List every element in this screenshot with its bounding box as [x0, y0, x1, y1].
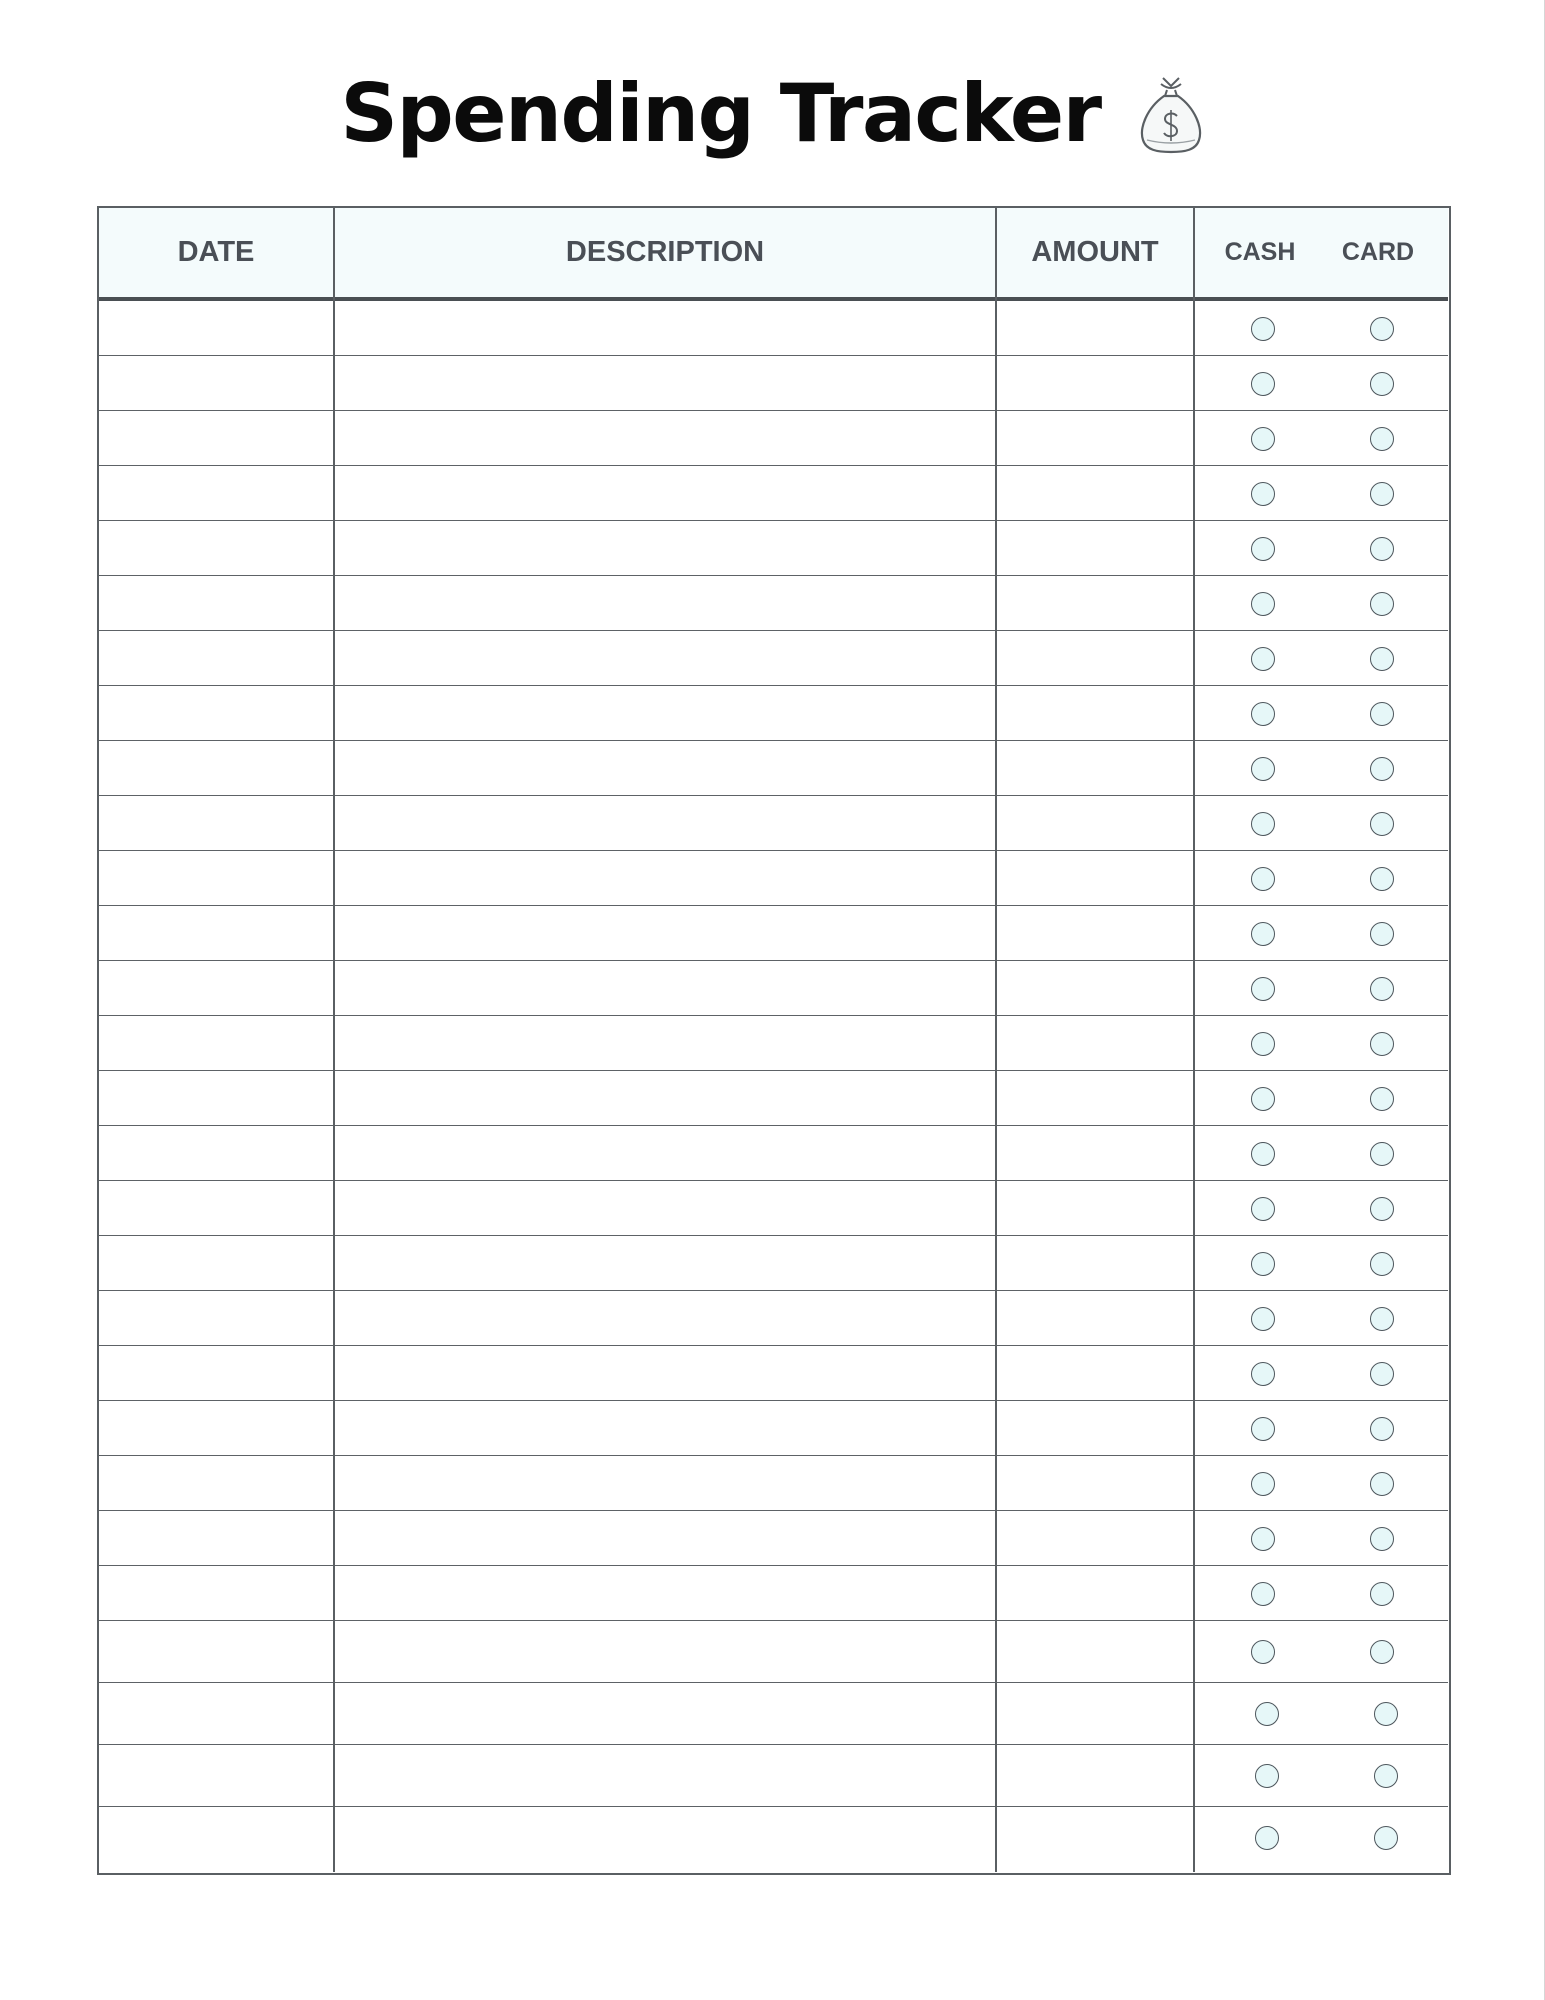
- table-row[interactable]: [99, 741, 1448, 796]
- table-body: [99, 301, 1448, 1878]
- cash-radio[interactable]: [1251, 1527, 1275, 1551]
- card-radio[interactable]: [1370, 1252, 1394, 1276]
- money-bag-icon: [1137, 74, 1205, 154]
- card-radio[interactable]: [1370, 1142, 1394, 1166]
- cash-radio[interactable]: [1251, 427, 1275, 451]
- cash-radio[interactable]: [1251, 482, 1275, 506]
- cash-radio[interactable]: [1251, 647, 1275, 671]
- cash-radio[interactable]: [1251, 1640, 1275, 1664]
- table-row[interactable]: [99, 1511, 1448, 1566]
- cash-radio[interactable]: [1255, 1702, 1279, 1726]
- card-radio[interactable]: [1370, 372, 1394, 396]
- table-row[interactable]: [99, 576, 1448, 631]
- card-radio[interactable]: [1370, 1307, 1394, 1331]
- cash-radio[interactable]: [1251, 812, 1275, 836]
- card-radio[interactable]: [1370, 867, 1394, 891]
- title-area: [0, 64, 1545, 164]
- card-radio[interactable]: [1370, 922, 1394, 946]
- header-description: DESCRIPTION: [565, 236, 765, 268]
- cash-radio[interactable]: [1251, 372, 1275, 396]
- card-radio[interactable]: [1370, 1417, 1394, 1441]
- cash-radio[interactable]: [1251, 977, 1275, 1001]
- spending-table: [97, 206, 1451, 1875]
- card-radio[interactable]: [1370, 592, 1394, 616]
- card-radio[interactable]: [1370, 1527, 1394, 1551]
- card-radio[interactable]: [1370, 1197, 1394, 1221]
- table-row[interactable]: [99, 1181, 1448, 1236]
- card-radio[interactable]: [1370, 977, 1394, 1001]
- table-row[interactable]: [99, 1683, 1448, 1745]
- table-row[interactable]: [99, 686, 1448, 741]
- cash-radio[interactable]: [1251, 867, 1275, 891]
- cash-radio[interactable]: [1251, 1197, 1275, 1221]
- table-row[interactable]: [99, 1126, 1448, 1181]
- card-radio[interactable]: [1370, 757, 1394, 781]
- column-divider-description: [995, 208, 997, 1872]
- cash-radio[interactable]: [1251, 1472, 1275, 1496]
- cash-radio[interactable]: [1251, 1307, 1275, 1331]
- card-radio[interactable]: [1374, 1702, 1398, 1726]
- cash-radio[interactable]: [1255, 1764, 1279, 1788]
- card-radio[interactable]: [1370, 317, 1394, 341]
- cash-radio[interactable]: [1251, 317, 1275, 341]
- header-date: DATE: [177, 236, 255, 268]
- cash-radio[interactable]: [1251, 1142, 1275, 1166]
- card-radio[interactable]: [1370, 1362, 1394, 1386]
- cash-radio[interactable]: [1251, 1582, 1275, 1606]
- header-amount: AMOUNT: [1031, 236, 1159, 268]
- cash-radio[interactable]: [1251, 1032, 1275, 1056]
- table-row[interactable]: [99, 521, 1448, 576]
- card-radio[interactable]: [1370, 1087, 1394, 1111]
- cash-radio[interactable]: [1251, 757, 1275, 781]
- cash-radio[interactable]: [1251, 1252, 1275, 1276]
- cash-radio[interactable]: [1251, 922, 1275, 946]
- card-radio[interactable]: [1374, 1826, 1398, 1850]
- table-row[interactable]: [99, 1621, 1448, 1683]
- table-row[interactable]: [99, 356, 1448, 411]
- table-row[interactable]: [99, 1016, 1448, 1071]
- column-divider-date: [333, 208, 335, 1872]
- table-header: [99, 208, 1448, 301]
- table-row[interactable]: [99, 1401, 1448, 1456]
- card-radio[interactable]: [1370, 812, 1394, 836]
- cash-radio[interactable]: [1251, 592, 1275, 616]
- cash-radio[interactable]: [1251, 1087, 1275, 1111]
- card-radio[interactable]: [1370, 647, 1394, 671]
- table-row[interactable]: [99, 1236, 1448, 1291]
- header-cash: CASH: [1224, 238, 1296, 266]
- table-row[interactable]: [99, 906, 1448, 961]
- card-radio[interactable]: [1374, 1764, 1398, 1788]
- card-radio[interactable]: [1370, 427, 1394, 451]
- card-radio[interactable]: [1370, 1472, 1394, 1496]
- header-card: CARD: [1341, 238, 1415, 266]
- cash-radio[interactable]: [1255, 1826, 1279, 1850]
- table-row[interactable]: [99, 1807, 1448, 1878]
- table-row[interactable]: [99, 1291, 1448, 1346]
- table-row[interactable]: [99, 851, 1448, 906]
- cash-radio[interactable]: [1251, 537, 1275, 561]
- table-row[interactable]: [99, 1745, 1448, 1807]
- table-row[interactable]: [99, 1566, 1448, 1621]
- cash-radio[interactable]: [1251, 1362, 1275, 1386]
- page-title: Spending Tracker: [340, 67, 1101, 160]
- table-row[interactable]: [99, 631, 1448, 686]
- card-radio[interactable]: [1370, 702, 1394, 726]
- card-radio[interactable]: [1370, 482, 1394, 506]
- table-row[interactable]: [99, 1456, 1448, 1511]
- card-radio[interactable]: [1370, 1640, 1394, 1664]
- column-divider-amount: [1193, 208, 1195, 1872]
- cash-radio[interactable]: [1251, 702, 1275, 726]
- card-radio[interactable]: [1370, 1032, 1394, 1056]
- card-radio[interactable]: [1370, 537, 1394, 561]
- table-row[interactable]: [99, 1346, 1448, 1401]
- table-row[interactable]: [99, 301, 1448, 356]
- table-row[interactable]: [99, 466, 1448, 521]
- cash-radio[interactable]: [1251, 1417, 1275, 1441]
- table-row[interactable]: [99, 411, 1448, 466]
- table-row[interactable]: [99, 796, 1448, 851]
- table-row[interactable]: [99, 1071, 1448, 1126]
- card-radio[interactable]: [1370, 1582, 1394, 1606]
- table-row[interactable]: [99, 961, 1448, 1016]
